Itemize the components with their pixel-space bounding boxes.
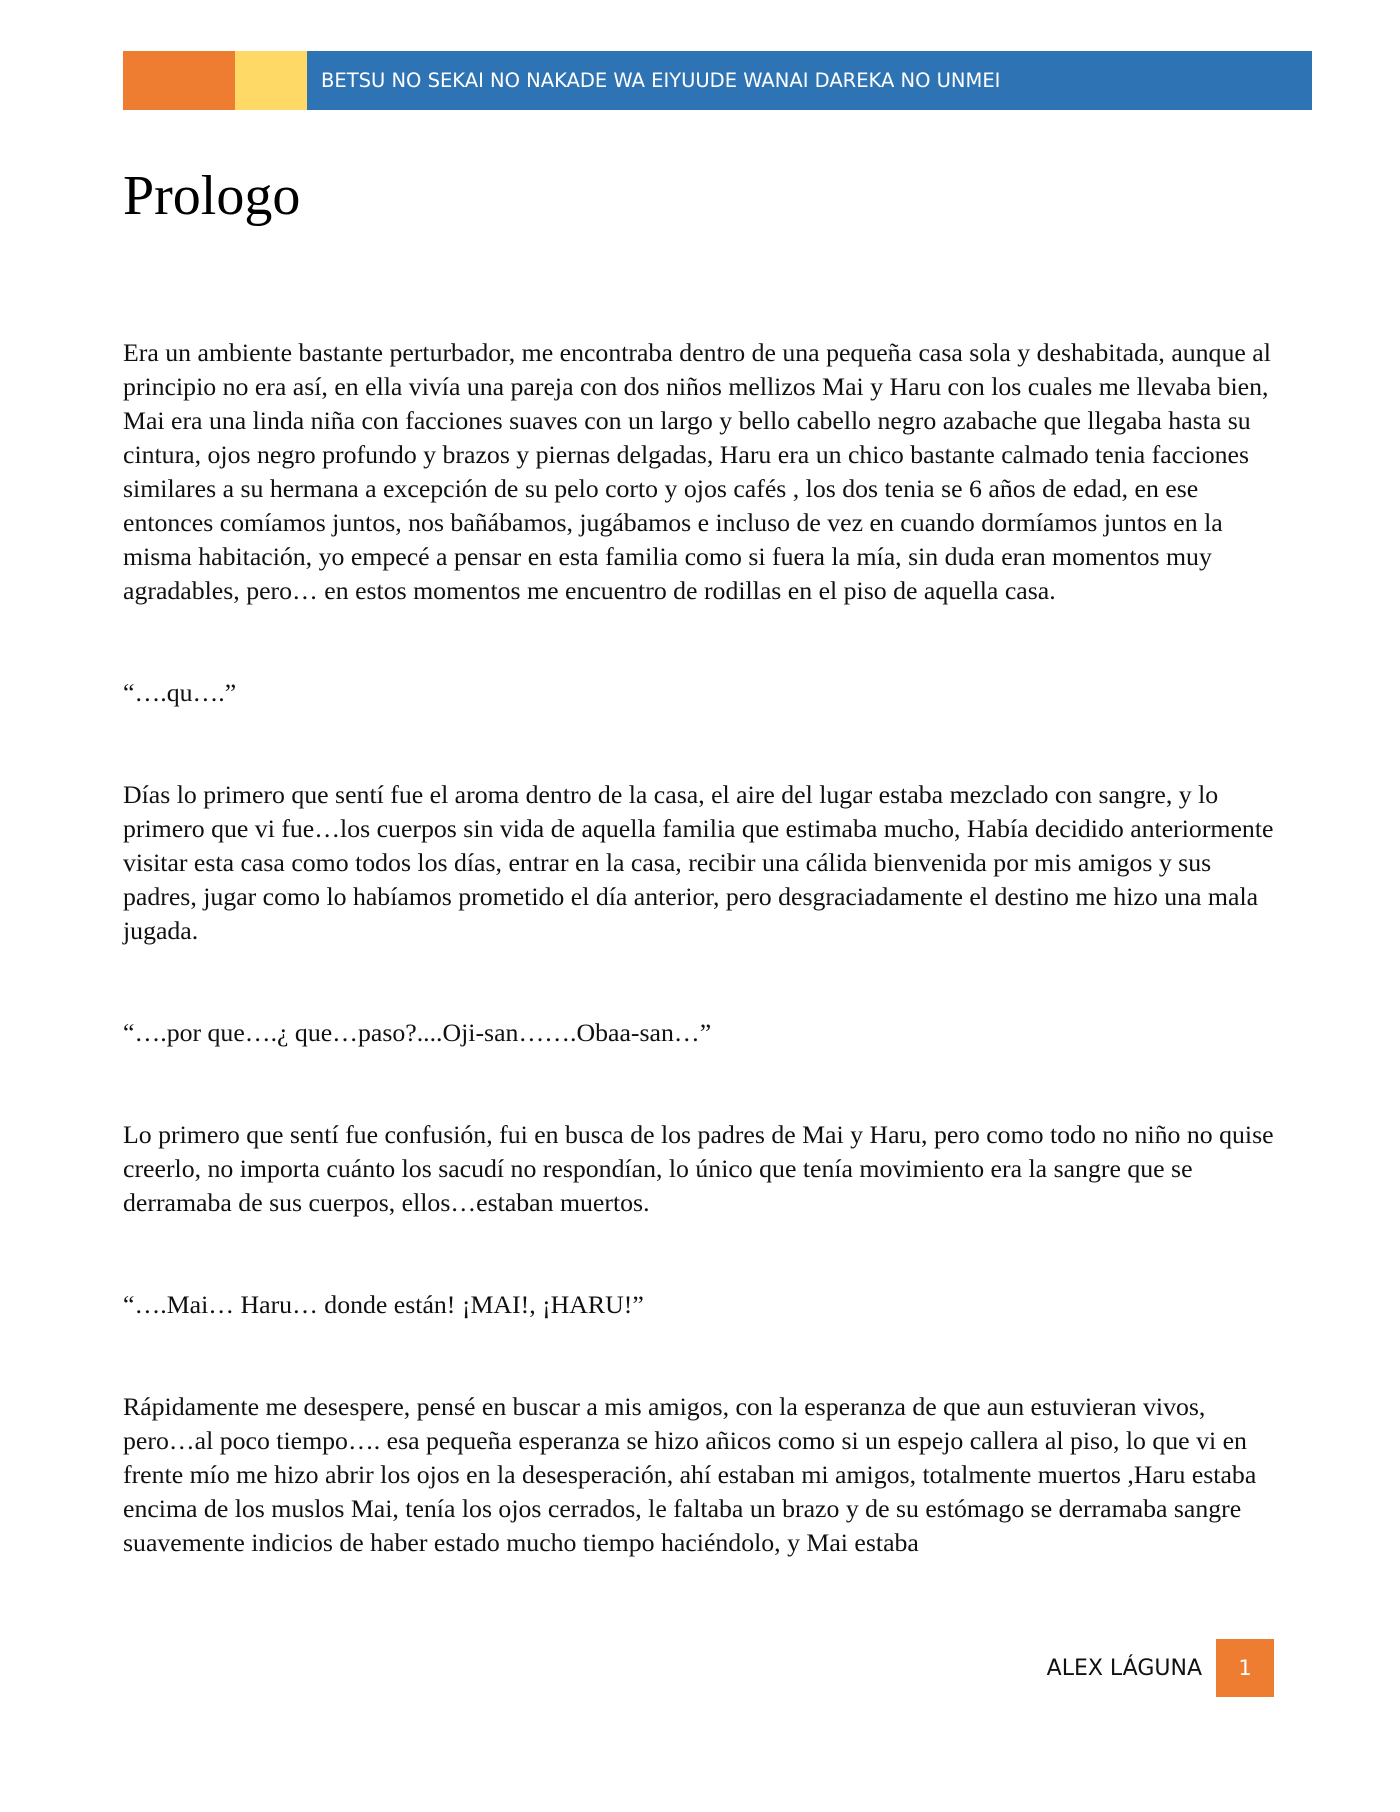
paragraph: Rápidamente me desespere, pensé en buscar a mis amigos, con la esperanza de que aun estuvieran vivos, pero…al poco tiempo…. esa pequeña esperanza se hizo añicos como si un espejo callera al piso, lo que vi en frente mío me hizo abrir los ojos en la desesperación, ahí estaban mi amigos, totalmente muertos ,Haru estaba encima de los muslos Mai, tenía los ojos cerrados, le faltaba un brazo y de su estómago se derramaba sangre suavemente indicios de haber estado mucho tiempo haciéndolo, y Mai estaba (123, 1392, 1257, 1557)
dialogue-line: “….por que….¿ que…paso?....Oji-san…….Obaa-san…” (123, 1018, 712, 1047)
page-number: 1 (1216, 1639, 1274, 1697)
chapter-title: Prologo (123, 165, 301, 227)
header-yellow-block (235, 51, 307, 110)
paragraph: Lo primero que sentí fue confusión, fui en busca de los padres de Mai y Haru, pero como todo no niño no quise creerlo, no importa cuánto los sacudí no respondían, lo único que tenía movimiento era la sangre que se derramaba de sus cuerpos, ellos…estaban muertos. (123, 1120, 1274, 1217)
paragraph: Días lo primero que sentí fue el aroma dentro de la casa, el aire del lugar estaba mezclado con sangre, y lo primero que vi fue…los cuerpos sin vida de aquella familia que estimaba mucho, Había decidido anteriormente visitar esta casa como todos los días, entrar en la casa, recibir una cálida bienvenida por mis amigos y sus padres, jugar como lo habíamos prometido el día anterior, pero desgraciadamente el destino me hizo una mala jugada. (123, 780, 1274, 945)
page-footer (900, 1639, 1274, 1697)
dialogue-line: “….Mai… Haru… donde están! ¡MAI!, ¡HARU!” (123, 1290, 644, 1319)
author-name: ALEX LÁGUNA (1046, 1655, 1202, 1681)
dialogue-line: “….qu….” (123, 678, 237, 707)
page-header (123, 51, 1312, 110)
paragraph: Era un ambiente bastante perturbador, me encontraba dentro de una pequeña casa sola y deshabitada, aunque al principio no era así, en ella vivía una pareja con dos niños mellizos Mai y Haru con los cuales me llevaba bien, Mai era una linda niña con facciones suaves con un largo y bello cabello negro azabache que llegaba hasta su cintura, ojos negro profundo y brazos y piernas delgadas, Haru era un chico bastante calmado tenia facciones similares a su hermana a excepción de su pelo corto y ojos cafés , los dos tenia se 6 años de edad, en ese entonces comíamos juntos, nos bañábamos, jugábamos e incluso de vez en cuando dormíamos juntos en la misma habitación, yo empecé a pensar en esta familia como si fuera la mía, sin duda eran momentos muy agradables, pero… en estos momentos me encuentro de rodillas en el piso de aquella casa. (123, 338, 1271, 605)
header-orange-block (123, 51, 235, 110)
body-text (123, 336, 1280, 1560)
header-title: BETSU NO SEKAI NO NAKADE WA EIYUUDE WANAI DAREKA NO UNMEI (307, 51, 1312, 110)
